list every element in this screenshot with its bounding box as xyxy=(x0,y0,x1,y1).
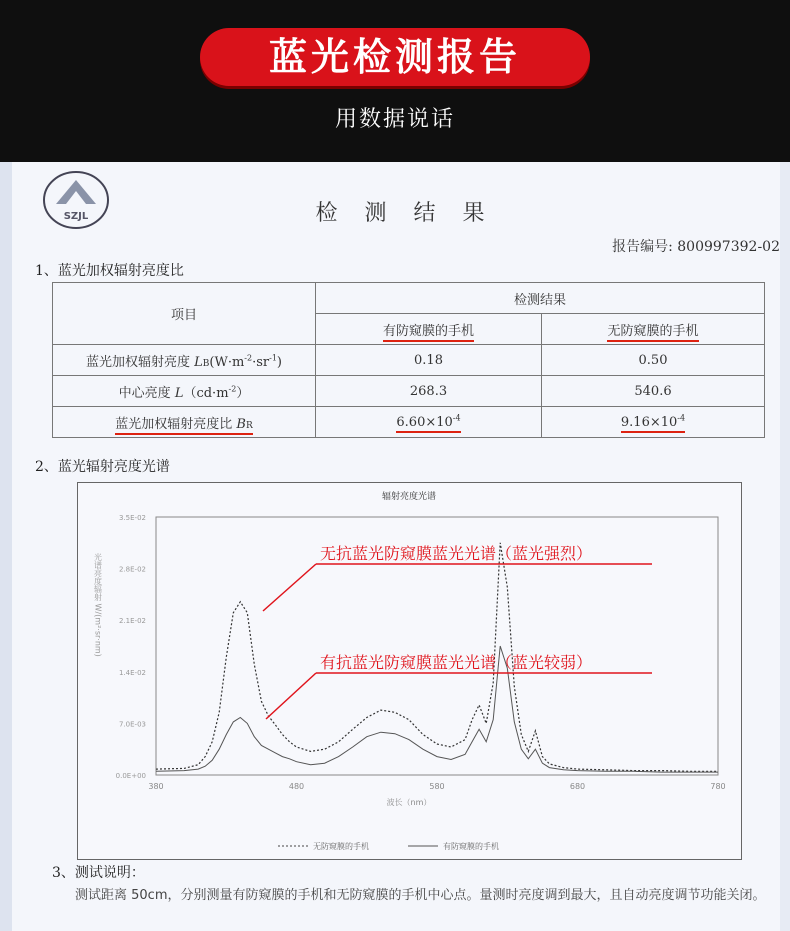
document-title: 检 测 结 果 xyxy=(315,201,495,226)
row-label: 中心亮度 $L(cd\cdot m^{-2})$ xyxy=(53,376,316,407)
chart-title: 辐射亮度光谱 xyxy=(381,492,437,502)
cell-without: $9.16\times 10^{-4}$ xyxy=(542,407,765,438)
cell-with: 268.3 xyxy=(316,376,542,407)
page-edge-left xyxy=(0,162,12,931)
legend-label-with: 有防窥膜的手机 xyxy=(443,842,499,851)
x-tick-label: 580 xyxy=(429,782,445,791)
section-2-heading: 2、蓝光辐射亮度光谱 xyxy=(35,459,170,475)
x-tick-label: 480 xyxy=(288,782,305,791)
y-tick-label: 2.8E-02 xyxy=(119,565,146,574)
table-row xyxy=(53,407,765,438)
report-number: 报告编号: 800997392-02 xyxy=(612,239,780,255)
banner-subtitle: 用数据说话 xyxy=(334,107,455,132)
annotation-strong: 无抗蓝光防窥膜蓝光光谱（蓝光强烈） xyxy=(320,544,593,563)
logo-text: SZJL xyxy=(63,211,89,222)
row-label: 蓝光加权辐射亮度比 BR xyxy=(53,407,316,438)
y-tick-label: 1.4E-02 xyxy=(119,668,146,677)
test-note: 测试距离 50cm，分别测量有防窥膜的手机和无防窥膜的手机中心点。量测时亮度调到最大，且自动亮度调节功能关闭。 xyxy=(75,888,766,903)
legend-label-without: 无防窥膜的手机 xyxy=(313,842,369,851)
x-tick-label: 680 xyxy=(569,782,586,791)
row-label: 蓝光加权辐射亮度 $LB(W\cdot m^{-2}\cdot sr^{-1})$ xyxy=(53,345,316,376)
table-row xyxy=(53,376,765,407)
y-tick-label: 2.1E-02 xyxy=(119,617,146,626)
item-header: 项目 xyxy=(53,283,316,345)
annotation-pointer-strong xyxy=(263,564,316,611)
annotation-weak: 有抗蓝光防窥膜蓝光光谱（蓝光较弱） xyxy=(320,653,593,672)
y-tick-label: 7.0E-03 xyxy=(119,720,146,729)
x-axis-label: 波长（nm） xyxy=(386,798,432,807)
y-tick-label: 0.0E+00 xyxy=(115,772,146,780)
banner-title: 蓝光检测报告 xyxy=(200,28,590,86)
col-without-film: 无防窥膜的手机 xyxy=(607,324,698,342)
table-row xyxy=(53,345,765,376)
cell-without: 0.50 xyxy=(542,345,765,376)
x-tick-label: 780 xyxy=(710,782,726,791)
result-header: 检测结果 xyxy=(316,283,765,314)
page-edge-right xyxy=(780,162,790,931)
spectrum-chart-svg xyxy=(78,483,741,859)
cell-without: 540.6 xyxy=(542,376,765,407)
y-tick-label: 3.5E-02 xyxy=(119,514,146,522)
col-with-film: 有防窥膜的手机 xyxy=(383,324,474,342)
cell-with: $6.60\times 10^{-4}$ xyxy=(316,407,542,438)
cell-with: 0.18 xyxy=(316,345,542,376)
section-1-heading: 1、蓝光加权辐射亮度比 xyxy=(35,263,184,279)
banner xyxy=(0,0,790,162)
y-axis-label: 光谱亮度辐射 W/(m²·sr·nm) xyxy=(93,553,103,657)
spectrum-chart xyxy=(77,482,742,860)
results-table xyxy=(52,282,765,438)
annotation-pointer-weak xyxy=(266,673,316,719)
report-document xyxy=(0,162,790,931)
x-tick-label: 380 xyxy=(148,782,164,791)
section-3-heading: 3、测试说明： xyxy=(52,865,145,881)
